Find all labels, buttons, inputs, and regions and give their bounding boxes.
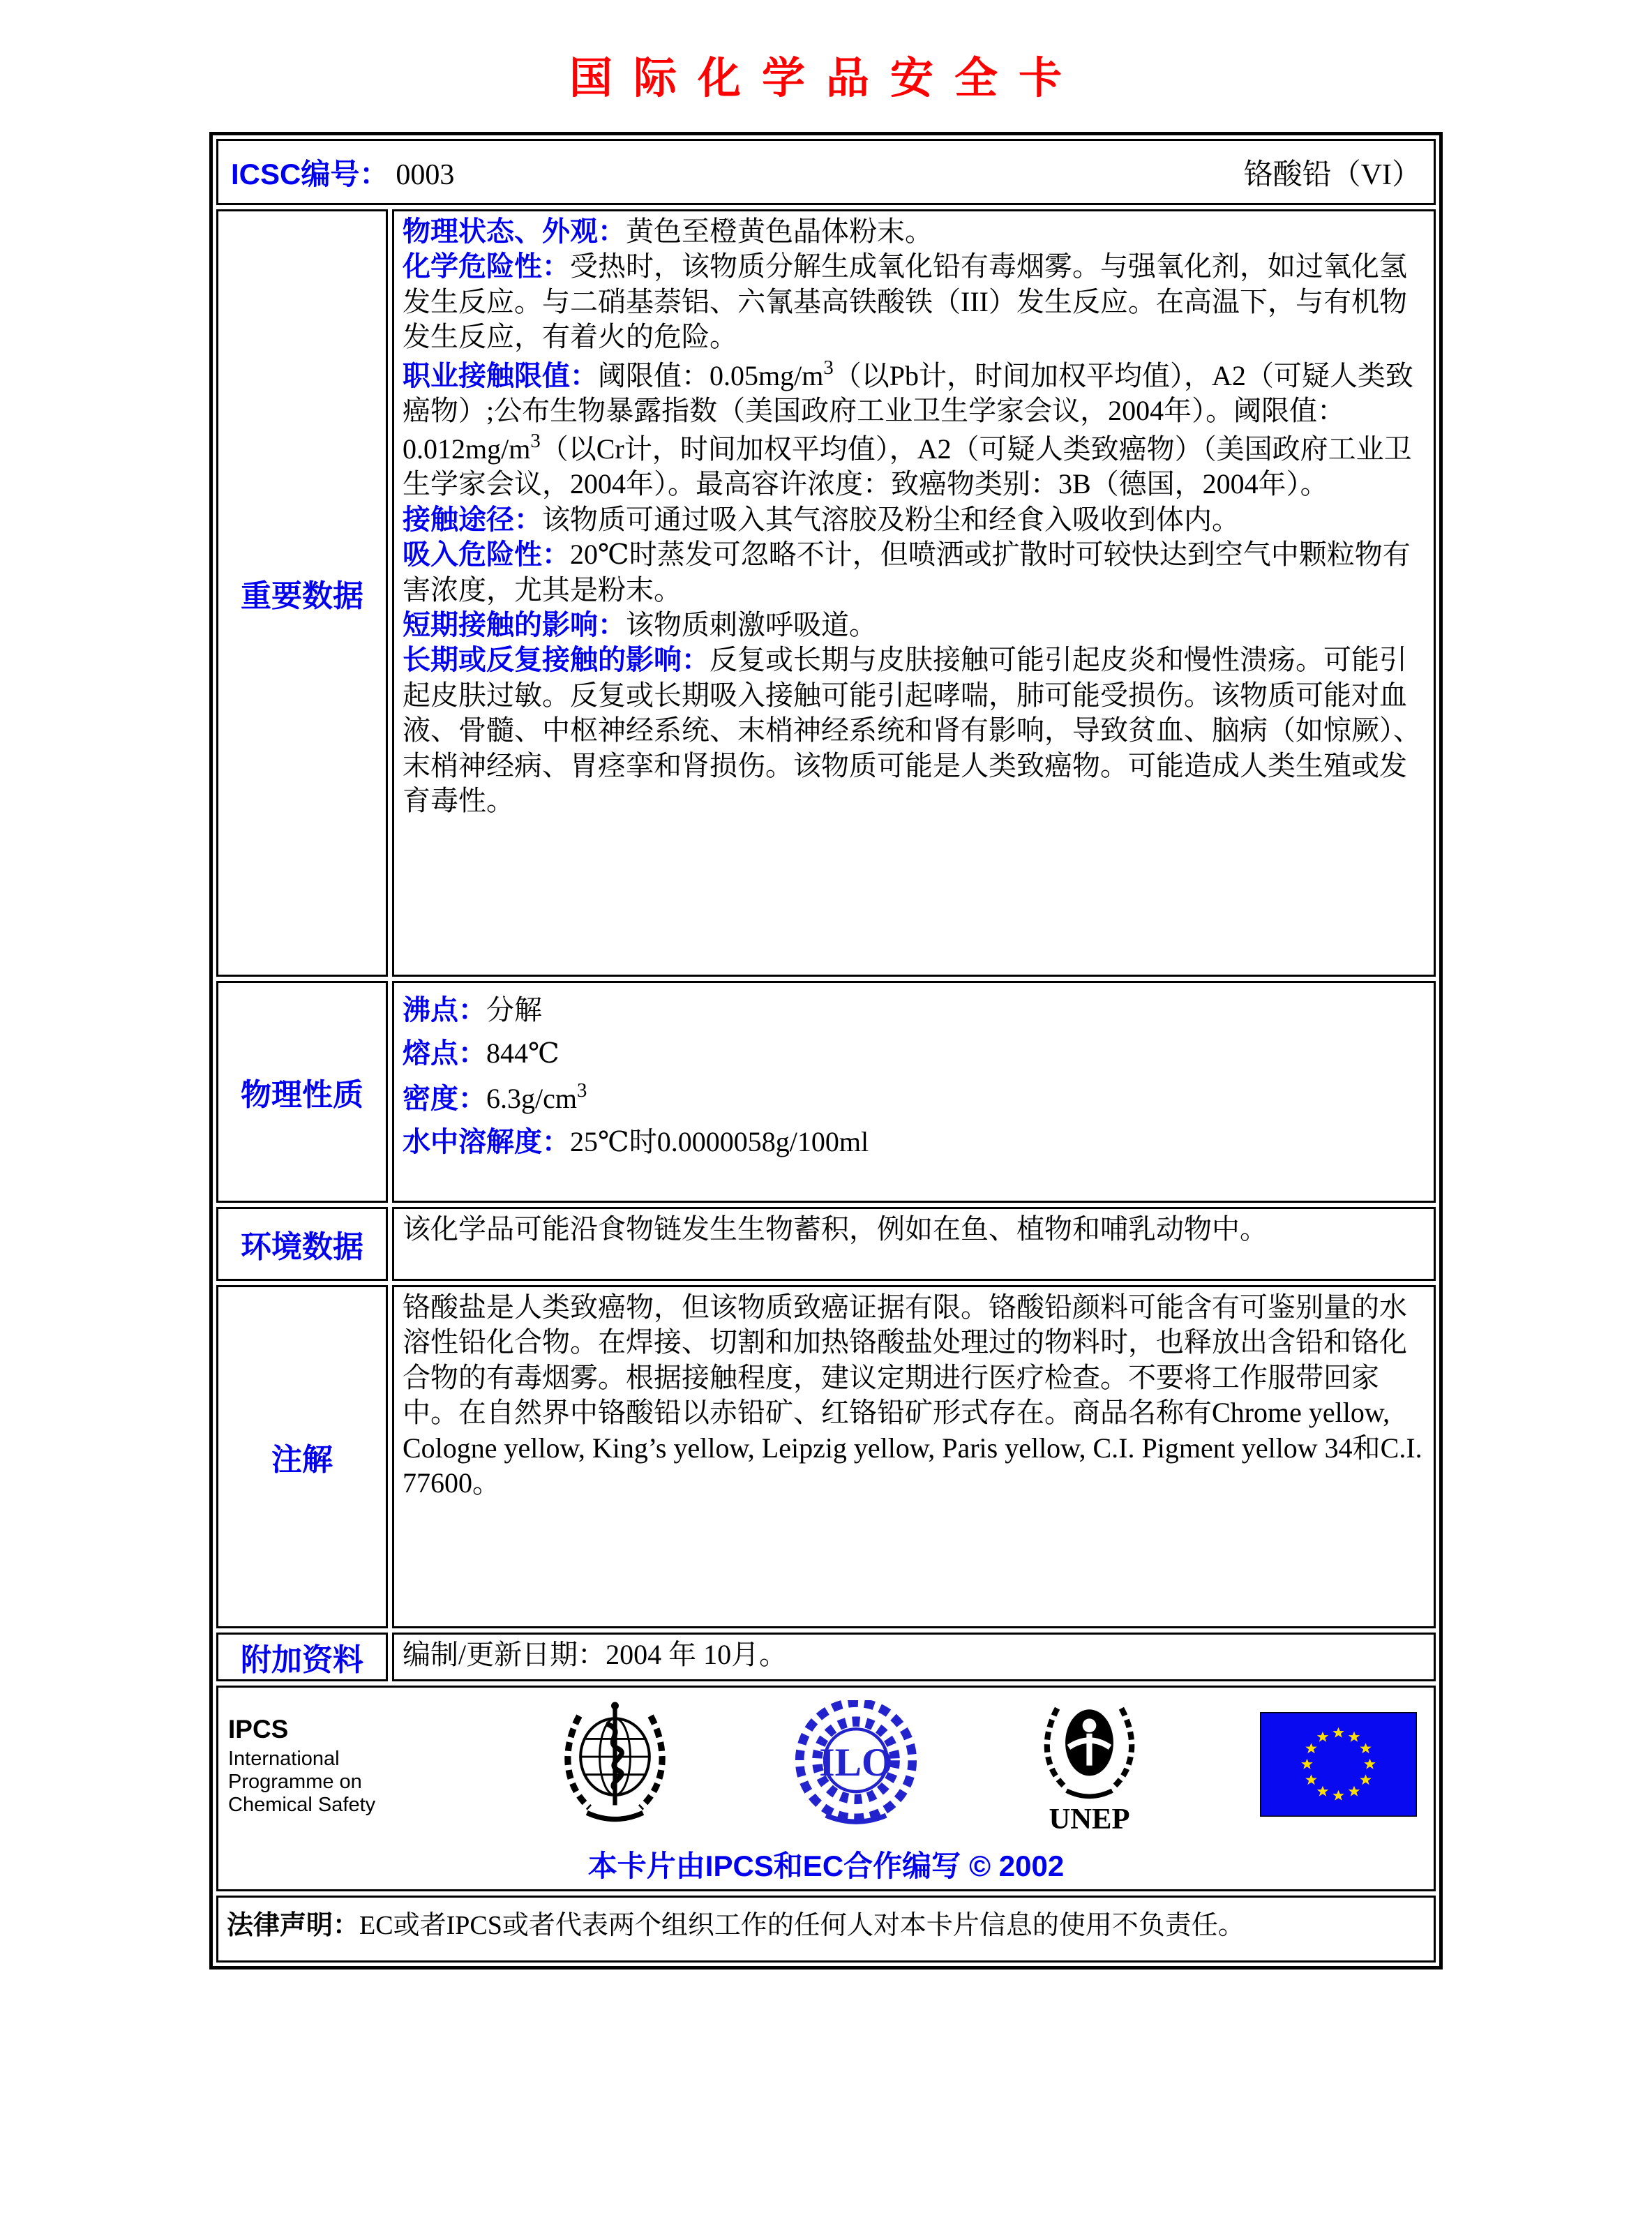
icsc-number-value: 0003 (396, 158, 455, 191)
legal-notice-label: 法律声明： (227, 1911, 360, 1940)
logos-cell (216, 1686, 1436, 1891)
ipcs-name-line2: Programme on (228, 1771, 362, 1794)
icsc-number-label: ICSC编号： (231, 157, 389, 190)
credit-copyright: © 2002 (969, 1849, 1065, 1882)
section-label-environmental-data: 环境数据 (216, 1207, 388, 1281)
section-content-additional-info: 编制/更新日期：2004 年 10月。 (392, 1633, 1436, 1681)
section-label-notes: 注解 (216, 1285, 388, 1628)
section-row-environmental-data (216, 1207, 1436, 1281)
logos-row (216, 1686, 1436, 1891)
legal-notice-text: EC或者IPCS或者代表两个组织工作的任何人对本卡片信息的使用不负责任。 (359, 1911, 1245, 1940)
ilo-logo-icon (793, 1700, 919, 1833)
section-content-important-data: 物理状态、外观：黄色至橙黄色晶体粉末。 化学危险性：受热时，该物质分解生成氧化铅有毒烟雾。与强氧化剂，如过氧化氢发生反应。与二硝基萘铝、六氰基高铁酸铁（III）发生反应。在高温下，与有机物发生反应，有着火的危险。 职业接触限值：阈限值：$0.05mg/m^3$（以Pb计，时间加权平均值），A2（可疑人类致癌物）;公布生物暴露指数（美国政府工业卫生学家会议，2004年）。阈限值：$0.012mg/m^3$（以Cr计，时间加权平均值），A2（可疑人类致癌物）（美国政府工业卫生学家会议，2004年）。最高容许浓度：致癌物类别：3B（德国，2004年）。 接触途径：该物质可通过吸入其气溶胶及粉尘和经食入吸收到体内。 吸入危险性：20℃时蒸发可忽略不计，但喷洒或扩散时可较快达到空气中颗粒物有害浓度，尤其是粉末。 短期接触的影响：该物质刺激呼吸道。 长期或反复接触的影响：反复或长期与皮肤接触可能引起皮炎和慢性溃疡。可能引起皮肤过敏。反复或长期吸入接触可能引起哮喘，肺可能受损伤。该物质可能对血液、骨髓、中枢神经系统、末梢神经系统和肾有影响，导致贫血、脑病（如惊厥）、末梢神经病、胃痉挛和肾损伤。该物质可能是人类致癌物。可能造成人类生殖或发育毒性。 (392, 209, 1436, 977)
section-content-physical-properties: 沸点：分解 熔点：844℃ 密度：$6.3g/cm^3$ 水中溶解度：25℃时0.0000058g/100ml (392, 981, 1436, 1203)
credit-text: 本卡片由IPCS和EC合作编写 (587, 1849, 961, 1882)
section-label-physical-properties: 物理性质 (216, 981, 388, 1203)
unep-logo-icon (1032, 1695, 1147, 1838)
ipcs-name-line3: Chemical Safety (228, 1794, 376, 1817)
section-row-notes (216, 1285, 1436, 1628)
section-label-important-data: 重要数据 (216, 209, 388, 977)
logos-strip (225, 1695, 1427, 1838)
section-content-notes: 铬酸盐是人类致癌物，但该物质致癌证据有限。铬酸铅颜料可能含有可鉴别量的水溶性铅化合物。在焊接、切割和加热铬酸盐处理过的物料时，也释放出含铅和铬化合物的有毒烟雾。根据接触程度，建议定期进行医疗检查。不要将工作服带回家中。在自然界中铬酸铅以赤铅矿、红铬铅矿形式存在。商品名称有Chrome yellow, Cologne yellow, King’s yellow, Leipzig yellow, Paris yellow, C.I. Pigment yellow 34和C.I. 77600。 (392, 1285, 1436, 1628)
chemical-name: 铬酸铅（VI） (1243, 158, 1421, 191)
page-title: 国际化学品安全卡 (569, 55, 1083, 103)
header-row (216, 139, 1436, 205)
unep-letters: UNEP (1049, 1802, 1130, 1834)
ilo-letters: ILO (818, 1740, 893, 1785)
icsc-number-group (231, 151, 454, 193)
section-row-physical-properties (216, 981, 1436, 1203)
who-logo-icon (550, 1698, 679, 1834)
header-cell (216, 139, 1436, 205)
legal-row (216, 1896, 1436, 1963)
ipcs-acronym: IPCS (228, 1715, 289, 1744)
icsc-card-table (209, 132, 1443, 1969)
section-row-important-data (216, 209, 1436, 977)
ipcs-name-line1: International (228, 1747, 340, 1770)
credit-line (225, 1843, 1427, 1885)
section-row-additional-info (216, 1633, 1436, 1681)
eu-flag-icon (1260, 1712, 1417, 1820)
section-label-additional-info: 附加资料 (216, 1633, 388, 1681)
legal-cell (216, 1896, 1436, 1963)
section-content-environmental-data: 该化学品可能沿食物链发生生物蓄积，例如在鱼、植物和哺乳动物中。 (392, 1207, 1436, 1281)
ipcs-text-block (228, 1715, 437, 1817)
